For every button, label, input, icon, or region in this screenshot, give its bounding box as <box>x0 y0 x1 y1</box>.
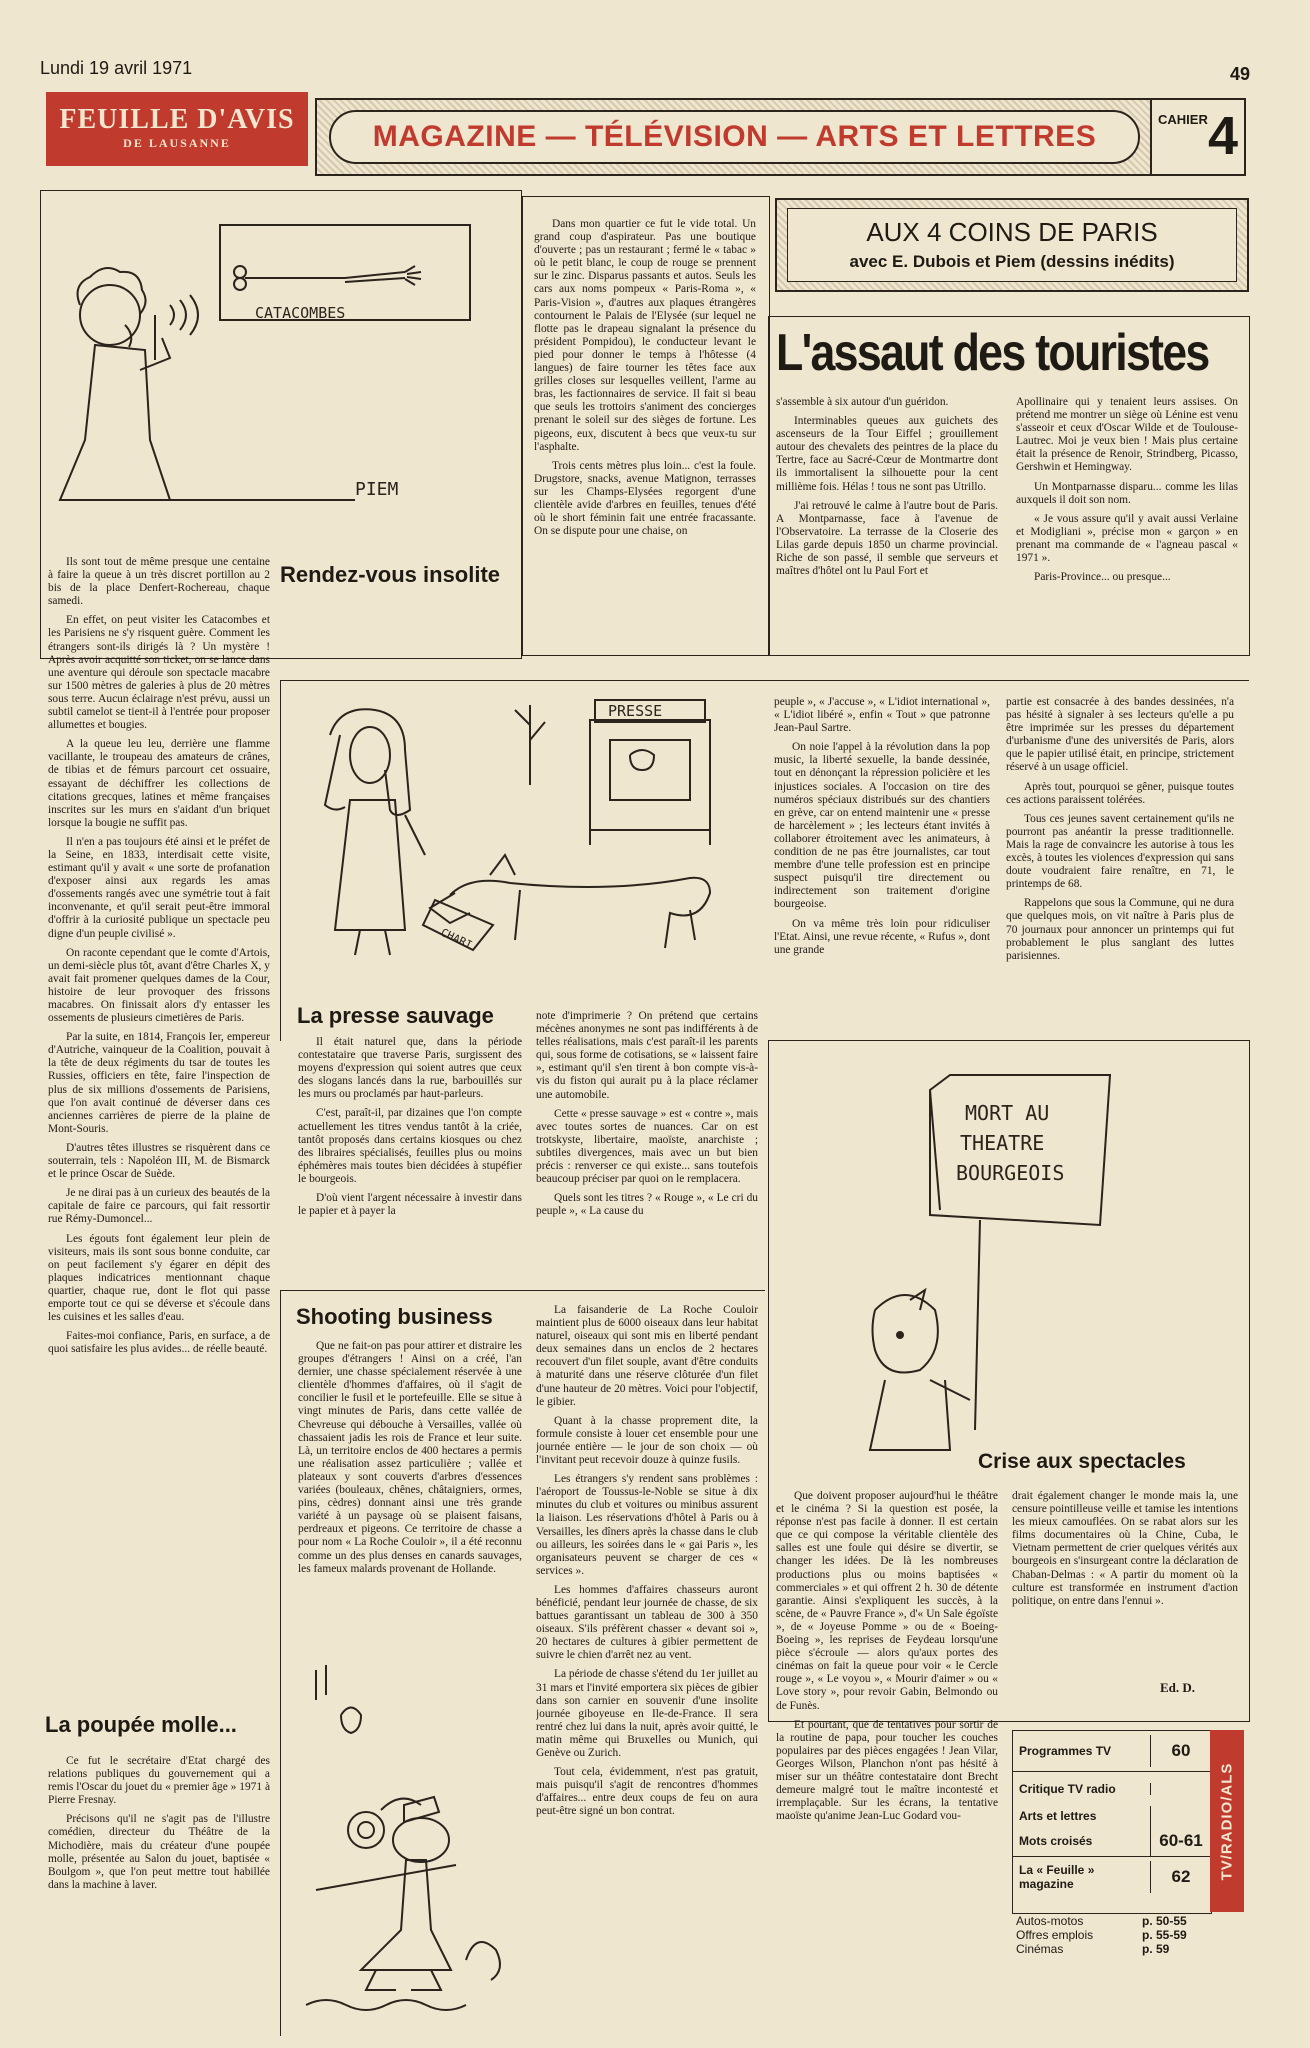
tv-row-label: Programmes TV <box>1019 1744 1112 1758</box>
tv-extras <box>1016 1914 1212 1956</box>
rendez-vous-title: Rendez-vous insolite <box>280 562 501 587</box>
hunter-illustration <box>296 1660 526 2020</box>
catacombes-p6: Par la suite, en 1814, François Ier, empereur d'Autriche, vainqueur de la Coalition, pouvait à la tête de deux régiments du tsar de toutes les Russies, officiers en tête, faire l'inspection de plus de six millions d'ossements de Parisiens, que l'on avait continué de déverser dans ces anciennes carrières de pierre de la plaine de Mont-Souris. <box>48 1031 270 1135</box>
catacombes-p9: Les égouts font également leur plein de visiteurs, mais ils sont sous bonne conduite, car on peut facilement s'y égarer en dépit des plaques indicatrices mentionnant chaque quartier, chaque rue, dont le flot qui passe emporte tout ce qui se déverse et s'écoule dans les cuisines et les salles d'eau. <box>48 1232 270 1324</box>
tv-row-programmes[interactable] <box>1013 1731 1211 1772</box>
paris-col2-p3: « Je vous assure qu'il y avait aussi Verlaine et Modigliani », précise mon « garçon » en prenant ma commande de « l'agneau pascal « 1971 ». <box>1016 512 1238 565</box>
cahier-box <box>1150 98 1246 176</box>
catacombes-p3: A la queue leu leu, derrière une flamme vacillante, le troupeau des amateurs de crânes, de tibias et de fémurs parcourt cet ossuaire, essayant de déchiffrer les collections de citations grecques, latines et même françaises inscrites sur les murs en s'aidant d'un briquet lorsque la bougie ne suffit pas. <box>48 738 270 829</box>
paris-col1-p1: s'assemble à six autour d'un guéridon. <box>776 396 949 408</box>
extra-autos[interactable] <box>1016 1914 1212 1928</box>
shooting-col2-p5: La période de chasse s'étend du 1er juillet au 31 mars et l'invité emportera six pièces de gibier dans son carnier en souvenir d'une insolite journée giboyeuse en Ile-de-France. Il sera rentré chez lui dans la nuit, après avoir quitté, le matin même qui Bruxelles ou Munich, qui Genève ou Zurich. <box>536 1668 758 1759</box>
crise-col2-p1: drait également changer le monde mais la, une censure pointilleuse veille et tamise les intentions les mieux camouflées. On se rabat alors sur les films documentaires où la Chine, Cuba, le Vietnam permettent de crier quelques vérités aux bourgeois en s'insurgeant contre la déclaration de Chaban-Delmas : « A partir du moment où la culture est transformée en instrument d'action politique, on entre dans l'ennui ». <box>1012 1490 1238 1607</box>
extra-label: Autos-motos <box>1016 1914 1084 1928</box>
crise-title: Crise aux spectacles <box>978 1450 1186 1473</box>
shooting-col1 <box>298 1340 522 1650</box>
paris-col2-p2: Un Montparnasse disparu... comme les lilas auxquels il doit son nom. <box>1016 480 1238 506</box>
extra-page: p. 55-59 <box>1142 1928 1187 1942</box>
paris-heading-box <box>775 198 1249 292</box>
extra-page: p. 59 <box>1142 1942 1170 1956</box>
tv-row-page: 62 <box>1150 1861 1211 1893</box>
sign-line2: THEATRE <box>960 1131 1045 1155</box>
tv-row-label: Critique TV radio <box>1019 1782 1116 1796</box>
paris-col2-p4: Paris-Province... ou presque... <box>1034 571 1171 584</box>
shooting-col2-p6: Tout cela, évidemment, n'est pas gratuit, mais puisqu'il s'agit de rencontres d'hommes d'affaires... entre deux coups de feu on aura peut-être signé un bon contrat. <box>536 1766 758 1818</box>
presse-illustration <box>290 695 760 995</box>
poupee-text <box>48 1755 270 2005</box>
tv-row-label: Arts et lettres <box>1019 1809 1097 1823</box>
presse-col3 <box>774 696 990 1026</box>
catacombes-p5: On raconte cependant que le comte d'Artois, un demi-siècle plus tôt, avant d'être Charles X, y avait fait promener quelques dames de la Cour, histoire de leur provoquer des frissons macabres. On finissait alors d'y entasser les ossements de plusieurs cimetières de Paris. <box>48 946 270 1025</box>
extra-page: p. 50-55 <box>1142 1914 1187 1928</box>
presse-col3-p1: peuple », « J'accuse », « L'idiot international », « L'idiot libéré », enfin « Tout » que patronne Jean-Paul Sartre. <box>774 696 990 735</box>
newspaper-logo <box>46 92 308 166</box>
tv-row-magazine[interactable] <box>1013 1857 1211 1897</box>
catacombes-p8: Je ne dirai pas à un curieux des beautés de la capitale de faire ce parcours, qui fait ressortir rue Rémy-Dumoncel... <box>48 1187 270 1226</box>
logo-title: FEUILLE D'AVIS <box>59 104 295 135</box>
presse-col4-p1: partie est consacrée à des bandes dessinées, n'a pas hésité à signaler à ses lecteurs qu'elle a pu être imprimée sur les presses du département d'urbanisme d'une des universités de Paris, alors que le papier utilisé était, en principe, strictement réservé à un usage officiel. <box>1006 696 1234 774</box>
catacombes-p10: Faites-moi confiance, Paris, en surface, a de quoi satisfaire les plus avides... de réelle beauté. <box>48 1330 270 1356</box>
assaut-title: L'assaut des touristes <box>776 324 1209 382</box>
paris-col2 <box>1016 396 1238 646</box>
crise-col1-p1: Que doivent proposer aujourd'hui le théâtre et le cinéma ? Si la question est posée, la réponse n'est pas facile à donner. Il est certain que ce qui compose la véritable clientèle des salles est une foule qui désire se divertir, se changer les idées. De là les nombreuses productions plus ou moins baptisées « commerciales » et qui offrent 2 h. 30 de détente garantie. Ainsi s'expliquent les succès, à la scène, de « Pauvre France », d'« Un Sale égoïste », de « Joyeuse Pomme » ou de « Boeing-Boeing », les reprises de Feydeau lorsqu'une pièce s'écroule — alors qu'aux portes des cinémas on fait la queue pour voir « le Cercle rouge », « Le voyou », « Mourir d'aimer » ou « Love story », pour revoir Gabin, Belmondo ou de Funès. <box>776 1490 998 1712</box>
quartier-text <box>534 218 756 648</box>
poupee-p2: Précisons qu'il ne s'agit pas de l'illustre comédien, directeur du Théâtre de la Michodière, mais du créateur d'une poupée molle, présentée au Salon du jouet, baptisée « Boulgom », que l'on peut mettre tout habillée dans la machine à laver. <box>48 1813 270 1891</box>
extra-emplois[interactable] <box>1016 1928 1212 1942</box>
tv-row-arts[interactable] <box>1013 1806 1211 1826</box>
tv-row-page: 60-61 <box>1150 1825 1211 1857</box>
presse-col2-p3: Quels sont les titres ? « Rouge », « Le cri du peuple », « La cause du <box>536 1192 758 1218</box>
crise-col1 <box>776 1490 998 2040</box>
presse-col2-p1: note d'imprimerie ? On prétend que certains mécènes anonymes ne sont pas indifférents à de telles réalisations, mais c'est paraît-il les parents qui, sous forme de cotisations, se « laissent faire », estimant qu'il s'en tirent à bon compte vis-à-vis du fiston qui aurait pu à la place réclamer une automobile. <box>536 1010 758 1101</box>
shooting-col2 <box>536 1304 758 2024</box>
presse-col4-p3: Tous ces jeunes savent certainement qu'ils ne pourront pas anéantir la presse traditionnelle. Mais la rage de convaincre les autorise à tous les excès, à toutes les violences d'expression qui sans doute voudraient faire renaître, en 71, le printemps de 68. <box>1006 812 1234 891</box>
tv-row-page <box>1150 1806 1211 1826</box>
extra-label: Cinémas <box>1016 1942 1064 1956</box>
presse-col1 <box>298 1036 522 1306</box>
shooting-title: Shooting business <box>296 1304 493 1329</box>
newspaper-label: CHARI <box>438 925 475 952</box>
logo-subtitle: DE LAUSANNE <box>123 136 231 150</box>
presse-col1-p2: C'est, paraît-il, par dizaines que l'on compte actuellement les titres vendus tantôt à la criée, tantôt proposés dans certains kiosques ou chez des libraires spécialisés, feuilles plus ou moins éphémères mais toutes bien décidées à stupéfier le bourgeois. <box>298 1107 522 1185</box>
sign-line3: BOURGEOIS <box>956 1161 1065 1185</box>
catacombes-p7: D'autres têtes illustres se risquèrent dans ce souterrain, tels : Napoléon III, M. de Bismarck et le prince Oscar de Suède. <box>48 1141 270 1181</box>
catacombes-illustration <box>55 210 505 540</box>
crise-col2 <box>1012 1490 1238 1690</box>
shooting-col2-p1: La faisanderie de La Roche Couloir maintient plus de 6000 oiseaux dans leur habitat naturel, oiseaux qui sont mis en liberté pendant deux semaines dans un enclos de 2 hectares recouvert d'un filet souple, avant d'être conduits à maturité dans une réserve clôturée d'un filet d'une hauteur de 20 mètres. Voici pour l'objectif, le gibier. <box>536 1304 758 1408</box>
kiosk-sign: PRESSE <box>608 702 663 720</box>
shooting-col2-p2: Quant à la chasse proprement dite, la formule consiste à louer cet ensemble pour une journée entière — le jour de son choix — où l'invitant peut recevoir douze à quinze fusils. <box>536 1414 758 1467</box>
quartier-p2: Trois cents mètres plus loin... c'est la foule. Drugstore, snacks, avenue Matignon, terrasses sur les Champs-Elysées regorgent d'une clientèle avide d'arbres en feuilles, tenues d'été où le short féminin fait une entrée fracassante. On se dispute pour une chaise, on <box>534 459 756 538</box>
poupee-p1: Ce fut le secrétaire d'Etat chargé des relations publiques du gouvernement qui a remis l'Oscar du jouet du « premier âge » 1971 à Pierre Fresnay. <box>48 1755 270 1807</box>
tv-row-page <box>1150 1783 1211 1795</box>
cahier-label: CAHIER <box>1158 112 1208 127</box>
presse-title: La presse sauvage <box>297 1003 494 1028</box>
shooting-col2-p3: Les étrangers s'y rendent sans problèmes : l'aéroport de Toussus-le-Noble se situe à dix minutes du club et voitures ou minibus assurent la liaison. Les réservations d'hôtel à Paris ou à Versailles, les dîners après la chasse dans le club ou ailleurs, les soirées dans le « gai Paris », les organisateurs peuvent se charger de ces « services ». <box>536 1473 758 1577</box>
presse-col1-p3: D'où vient l'argent nécessaire à investir dans le papier et à payer la <box>298 1192 522 1218</box>
presse-col1-p1: Il était naturel que, dans la période contestataire que traverse Paris, surgissent des moyens d'expression qui soient autres que ceux des slogans lancés dans la rue, barbouillés sur les murs ou proclamés par haut-parleurs. <box>298 1036 522 1101</box>
quartier-p1: Dans mon quartier ce fut le vide total. Un grand coup d'aspirateur. Pas une boutique d'ouverte ; pas un restaurant ; fermé le « tabac » où le petit blanc, le coup de rouge se prennent sur le zinc. Disparus passants et autos. Seuls les cars aux noms pompeux « Paris-Roma », « Paris-Vision », d'autres aux plaques étrangères contournent le Palais de l'Elysée (sur lequel ne flotte pas le drapeau signalant la présence du président Pompidou), le conducteur levant le pied pour donner le temps à l'hôtesse (4 langues) de faire tourner les têtes face aux grilles closes sur lesquelles veillent, l'arme au bras, les factionnaires de service. Il fait si beau que seuls les trottoirs s'animent des concierges prenant le soleil sur des sièges de fortune. Les pigeons, eux, discutent à becs que veux-tu sur l'asphalte. <box>534 218 756 453</box>
paris-col1 <box>776 396 998 646</box>
presse-col2 <box>536 1010 758 1310</box>
presse-col4 <box>1006 696 1234 1026</box>
paris-col1-p2: Interminables queues aux guichets des ascenseurs de la Tour Eiffel ; grouillement autour des chevalets des peintres de la place du Tertre, face au Sacré-Cœur de Montmartre dont ils immortalisent la silhouette pour la cent millième fois. Hélas ! tous ne sont pas Utrillo. <box>776 415 998 493</box>
tv-row-mots-croises[interactable] <box>1013 1826 1211 1857</box>
paris-col2-p1: Apollinaire qui y tenaient leurs assises. On prétend me montrer un siège où Lénine est venu s'asseoir et ceux d'Oscar Wilde et de Toulouse-Lautrec. Moi je veux bien ! Mais plus certaine était la présence de Renoir, Strindberg, Picasso, Gershwin et Hemingway. <box>1016 396 1238 474</box>
catacombes-p4: Il n'en a pas toujours été ainsi et le préfet de la Seine, en 1833, interdisait cette visite, estimant qu'il y avait « une sorte de profanation d'exposer ainsi aux regards les amas d'ossements rangés avec une symétrie tout à fait inconvenante, et qu'il serait peut-être immoral d'offrir à la curiosité publique un spectacle peu digne d'un peuple civilisé ». <box>48 835 270 940</box>
presse-col3-p3: On va même très loin pour ridiculiser l'Etat. Ainsi, une revue récente, « Rufus », dont une grande <box>774 917 990 956</box>
tv-row-label: Mots croisés <box>1019 1834 1093 1848</box>
presse-col2-p2: Cette « presse sauvage » est « contre », mais avec toutes sortes de nuances. Car on est trotskyste, libertaire, maoïste, anarchiste ; subtiles divergences, mais avec un but bien précis : renverser ce qui existe... sans toutefois beaucoup préciser par quoi on le remplacera. <box>536 1107 758 1186</box>
presse-col4-p2: Après tout, pourquoi se gêner, puisque toutes ces actions paraissent tolérées. <box>1006 780 1234 806</box>
page-number: 49 <box>1230 64 1251 84</box>
paris-heading-line1: AUX 4 COINS DE PARIS <box>866 217 1158 247</box>
presse-col4-p4: Rappelons que sous la Commune, qui ne dura que quelques mois, on vit naître à Paris plus de 70 journaux pour annoncer un printemps qui fut probablement le plus sanglant des luttes parisiennes. <box>1006 897 1234 962</box>
banner-title: MAGAZINE — TÉLÉVISION — ARTS ET LETTRES <box>372 120 1097 153</box>
tv-index-box <box>1012 1730 1212 1914</box>
tv-side-label-text: TV/RADIO/ALS <box>1218 1762 1236 1880</box>
extra-cinemas[interactable] <box>1016 1942 1212 1956</box>
date-line: Lundi 19 avril 1971 <box>40 58 193 78</box>
piem-signature: PIEM <box>355 479 399 500</box>
tv-row-label: La « Feuille » magazine <box>1019 1863 1095 1891</box>
shooting-col1-p1: Que ne fait-on pas pour attirer et distraire les groupes d'étrangers ! Ainsi on a créé, l'an dernier, une chasse spécialement réservée à une clientèle d'hommes d'affaires, où il s'agit de concilier le fusil et le portefeuille. Elle se situe à vingt minutes de Paris, dans cette vallée de Chevreuse qui débouche à Versailles, vallée où chassaient jadis les rois de France et leur suite. Là, un territoire enclos de 400 hectares a permis une réalisation assez particulière ; vallée et plateaux y sont couverts d'arbres d'essences variées (bouleaux, chênes, châtaigniers, ormes, pins, cèdres) donnant ainsi une très grande variété à un paysage où se plaisent faisans, perdreaux et pigeons. Ce territoire de chasse a pour nom « La Roche Couloir », il a été reconnu comme un des plus denses en canards sauvages, les fameux malards provenant de Hollande. <box>298 1340 522 1575</box>
sign-line1: MORT AU <box>965 1101 1050 1125</box>
tv-row-page: 60 <box>1150 1735 1211 1767</box>
crise-signature: Ed. D. <box>1160 1680 1196 1695</box>
paris-heading-line2: avec E. Dubois et Piem (dessins inédits) <box>849 252 1175 271</box>
tv-side-label <box>1210 1730 1244 1912</box>
tv-row-critique[interactable] <box>1013 1772 1211 1806</box>
catacombes-caption: CATACOMBES <box>255 304 346 322</box>
catacombes-p1: Ils sont tout de même presque une centaine à faire la queue à un très discret portillon au 2 bis de la place Denfert-Rochereau, chaque samedi. <box>48 556 270 608</box>
crise-col1-p2: Et pourtant, que de tentatives pour sortir de la routine de papa, pour toucher les couches populaires par des pièces engagées ! Jean Vilar, Georges Wilson, Planchon n'ont pas hésité à miser sur un théâtre contestataire dont Brecht demeure malgré tout le maître incontesté et irremplaçable. Sur les écrans, la tentative maoïste qu'anime Jean-Luc Godard vou- <box>776 1718 998 1823</box>
presse-col3-p2: On noie l'appel à la révolution dans la pop music, la liberté sexuelle, la bande dessinée, tout en dénonçant la répression policière et les injustices sociales. A l'occasion on tire des numéros spéciaux distribués sur des chantiers en grève, car on entend maintenir une « presse de harcèlement » ; les lecteurs étant invités à collaborer étroitement avec les animateurs, à condition de ne pas être journalistes, car tout membre d'une telle profession est en principe suspect puisqu'il tire directement ou indirectement son traitement d'origine bourgeoise. <box>774 741 990 911</box>
catacombes-text <box>48 556 270 1726</box>
catacombes-p2: En effet, on peut visiter les Catacombes et les Parisiens ne s'y risquent guère. Comment les étrangers sont-ils dirigés là ? Un mystère ! Après avoir acquitté son ticket, on se lance dans une aventure qui déroule son spectacle macabre sur 1500 mètres de galeries à plus de 20 mètres sous terre. Aucun éclairage n'est prévu, aussi un subtil camelot se tient-il à l'entrée pour proposer allumettes et bougies. <box>48 614 270 732</box>
cahier-number: 4 <box>1207 106 1238 166</box>
protest-illustration <box>780 1050 1240 1470</box>
shooting-col2-p4: Les hommes d'affaires chasseurs auront bénéficié, pendant leur journée de chasse, de six battues garantissant un tableau de 300 à 350 oiseaux. S'ils préfèrent chasser « devant soi », 20 hectares de cultures à gibier permettent de suivre le chien d'arrêt nez au vent. <box>536 1583 758 1662</box>
section-banner <box>315 98 1154 176</box>
poupee-title: La poupée molle... <box>45 1712 237 1737</box>
paris-col1-p3: J'ai retrouvé le calme à l'autre bout de Paris. A Montparnasse, face à l'avenue de l'Observatoire. La terrasse de la Closerie des Lilas garde depuis 1850 un charme provincial. Riche de son passé, il semble que serveurs et maîtres d'hôtel ont lu Paul Fort et <box>776 499 998 578</box>
extra-label: Offres emplois <box>1016 1928 1094 1942</box>
